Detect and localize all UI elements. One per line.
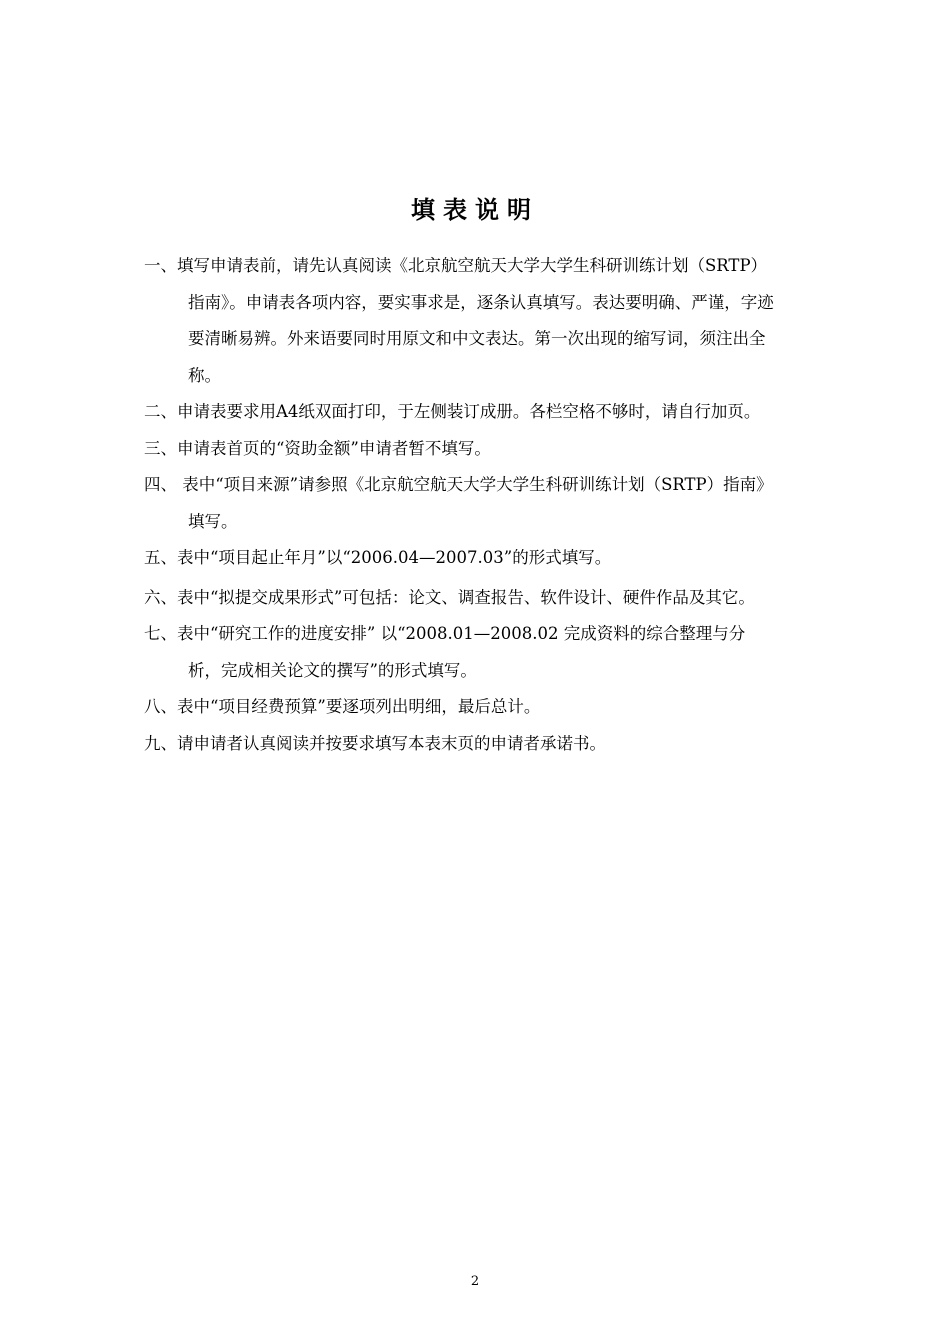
instruction-item-9: 九、请申请者认真阅读并按要求填写本表末页的申请者承诺书。 (144, 733, 606, 753)
instruction-item-4: 四、 表中“项目来源”请参照《北京航空航天大学大学生科研训练计划（SRTP）指南》填写。 (144, 475, 773, 531)
instruction-item-6: 六、表中“拟提交成果形式”可包括：论文、调查报告、软件设计、硬件作品及其它。 (144, 587, 755, 607)
instruction-item-2: 二、申请表要求用A4纸双面打印，于左侧装订成册。各栏空格不够时，请自行加页。 (144, 402, 761, 421)
page-number: 2 (470, 1274, 480, 1289)
instruction-item-3: 三、申请表首页的“资助金额”申请者暂不填写。 (144, 438, 491, 458)
instruction-item-5: 五、表中“项目起止年月”以“2006.04—2007.03”的形式填写。 (144, 548, 612, 567)
instruction-list (144, 248, 774, 762)
instruction-item-7: 七、表中“研究工作的进度安排” 以“2008.01—2008.02 完成资料的综合整理与分析，完成相关论文的撰写”的形式填写。 (144, 624, 746, 680)
instruction-item-1: 一、填写申请表前，请先认真阅读《北京航空航天大学大学生科研训练计划（SRTP）指南》。申请表各项内容，要实事求是，逐条认真填写。表达要明确、严谨，字迹要清晰易辨。外来语要同时用原文和中文表达。第一次出现的缩写词，须注出全称。 (144, 256, 774, 385)
instruction-item-8: 八、表中“项目经费预算”要逐项列出明细，最后总计。 (144, 697, 541, 716)
page-title: 填表说明 (411, 196, 539, 224)
